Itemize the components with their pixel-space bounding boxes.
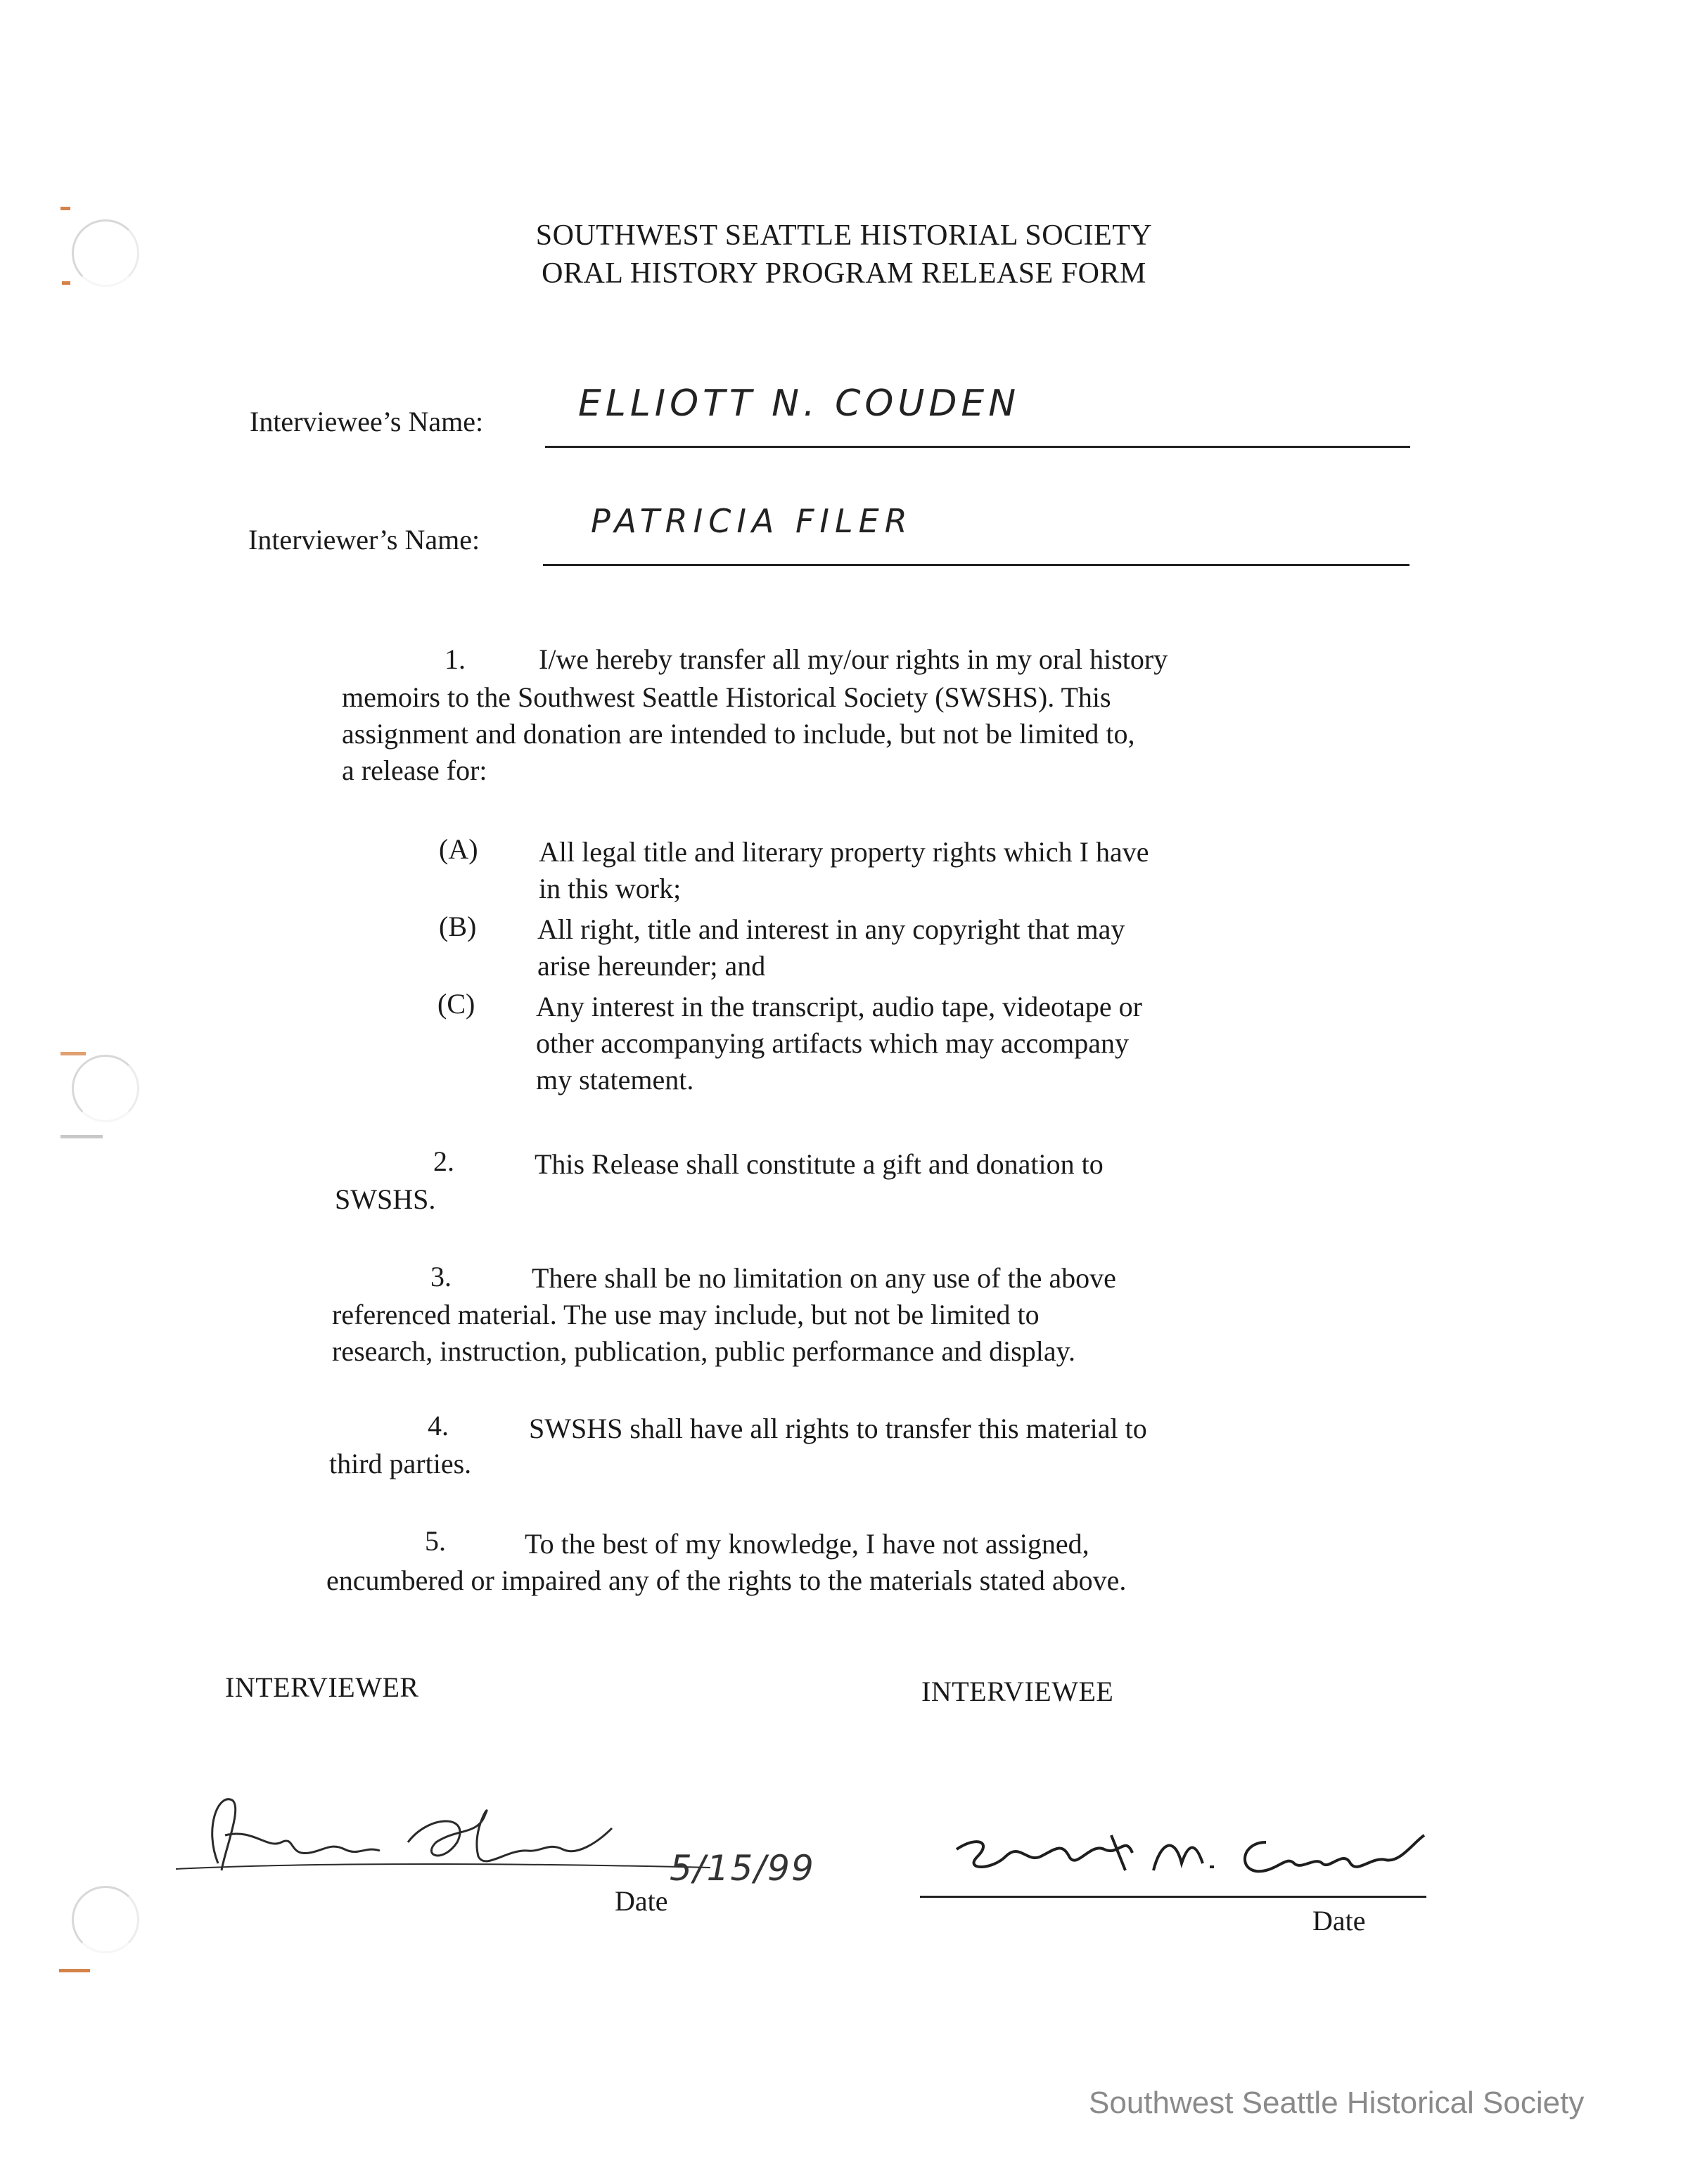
interviewer-heading: INTERVIEWER	[225, 1671, 419, 1703]
interviewer-date-label: Date	[615, 1885, 668, 1917]
clause-5-line-1: To the best of my knowledge, I have not assigned,	[525, 1528, 1089, 1560]
clause-2-line-2: SWSHS.	[335, 1183, 436, 1215]
item-c-line-2: other accompanying artifacts which may accompany	[536, 1027, 1129, 1059]
clause-3-line-2: referenced material. The use may include, but not be limited to	[332, 1299, 1040, 1330]
clause-2-number: 2.	[433, 1145, 454, 1177]
clause-4-line-1: SWSHS shall have all rights to transfer this material to	[529, 1413, 1147, 1444]
item-b-line-1: All right, title and interest in any copyright that may	[537, 913, 1125, 945]
punch-hole-bottom	[72, 1886, 139, 1953]
interviewer-name-label: Interviewer’s Name:	[248, 524, 480, 555]
clause-1-line-1: I/we hereby transfer all my/our rights in my oral history	[539, 643, 1168, 675]
interviewee-signature-drawing	[950, 1814, 1428, 1891]
rust-speck	[60, 207, 70, 210]
clause-2-line-1: This Release shall constitute a gift and donation to	[535, 1148, 1104, 1180]
interviewee-name-label: Interviewee’s Name:	[250, 406, 484, 437]
interviewee-signature	[950, 1814, 1428, 1891]
clause-1-line-4: a release for:	[342, 754, 487, 786]
rust-speck	[59, 1969, 90, 1972]
clause-4-line-2: third parties.	[329, 1448, 472, 1479]
interviewer-name-value: PATRICIA FILER	[591, 502, 913, 540]
clause-5-line-2: encumbered or impaired any of the rights to the materials stated above.	[326, 1565, 1127, 1596]
clause-3-number: 3.	[430, 1261, 452, 1292]
item-c-line-1: Any interest in the transcript, audio tape, videotape or	[536, 991, 1142, 1022]
interviewee-heading: INTERVIEWEE	[921, 1676, 1114, 1707]
punch-hole-middle	[72, 1055, 139, 1122]
clause-1-line-2: memoirs to the Southwest Seattle Historical Society (SWSHS). This	[342, 681, 1111, 713]
item-a-line-1: All legal title and literary property rights which I have	[539, 836, 1149, 868]
rust-speck	[60, 1135, 103, 1138]
item-c-line-3: my statement.	[536, 1064, 694, 1096]
item-c-marker: (C)	[437, 988, 475, 1020]
item-b-marker: (B)	[439, 911, 477, 942]
clause-4-number: 4.	[428, 1410, 449, 1441]
interviewee-signature-line	[920, 1896, 1426, 1898]
item-a-marker: (A)	[439, 833, 478, 865]
page-title: SOUTHWEST SEATTLE HISTORIAL SOCIETY	[535, 219, 1153, 252]
item-a-line-2: in this work;	[539, 873, 682, 904]
item-b-line-2: arise hereunder; and	[537, 950, 766, 982]
page-subtitle: ORAL HISTORY PROGRAM RELEASE FORM	[542, 257, 1146, 290]
clause-3-line-3: research, instruction, publication, public performance and display.	[332, 1335, 1076, 1367]
clause-1-number: 1.	[445, 643, 466, 675]
interviewee-name-value: ELLIOTT N. COUDEN	[578, 383, 1021, 425]
rust-speck	[60, 1052, 86, 1055]
interviewer-name-line	[543, 564, 1409, 566]
clause-3-line-1: There shall be no limitation on any use of the above	[532, 1262, 1116, 1294]
clause-1-line-3: assignment and donation are intended to include, but not be limited to,	[342, 718, 1135, 750]
archive-watermark: Southwest Seattle Historical Society	[1089, 2086, 1585, 2120]
clause-5-number: 5.	[425, 1525, 446, 1557]
interviewee-date-label: Date	[1312, 1905, 1366, 1936]
interviewer-signature-date: 5/15/99	[670, 1848, 815, 1889]
interviewee-name-line	[545, 446, 1410, 448]
